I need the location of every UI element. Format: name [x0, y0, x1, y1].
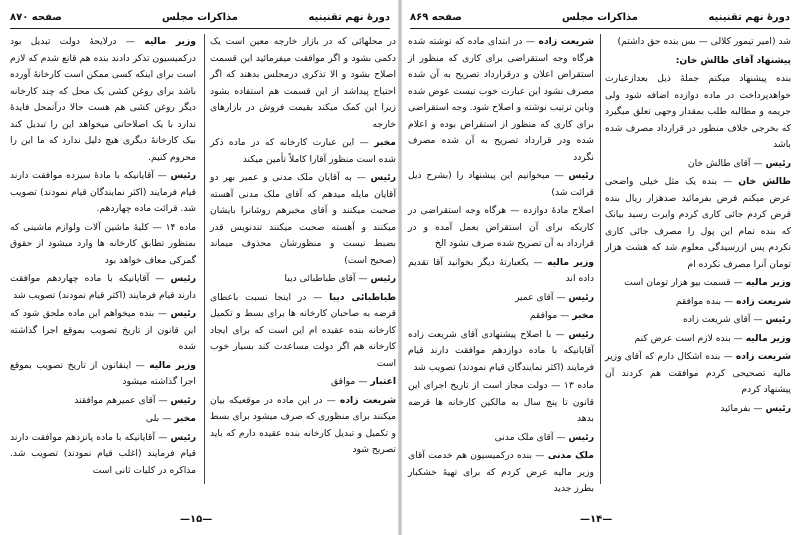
- speaker-name: وزیر مالیه: [149, 359, 196, 371]
- speaker-name: رئیس: [170, 394, 196, 406]
- paragraph-text: — بنده یک مثل خیلی واضحی عرض میکنم فرض بفرمائید صدهزار ریال بنده قرض کردم جائی کاری کردم وایرت رسید بیانک که بنده تمام این پول را مصرف جائی کاری نکردم پس ازرسیدگی معلوم شد که هشت هزار تومان آنرا مصرف نکرده ام: [605, 176, 791, 270]
- speaker-name: شریعت زاده: [735, 351, 792, 362]
- speaker-name: شریعت زاده: [538, 36, 595, 47]
- paragraph-text: — بفرمائید: [720, 402, 763, 414]
- paragraph-text: — موافق: [331, 376, 368, 387]
- speaker-name: اعتبار: [370, 376, 396, 387]
- paragraph: [605, 156, 791, 173]
- speaker-name: وزیر مالیه: [144, 36, 196, 47]
- page-footer-number: —۱۵—: [180, 514, 213, 525]
- paragraph: [605, 71, 791, 154]
- paragraph: [408, 327, 594, 377]
- speaker-name: رئیس: [170, 308, 196, 319]
- speaker-name: مخبر: [572, 310, 594, 321]
- paragraph-text: — یکعبارتهٔ دیگر بخوانید آقا تقدیم داده اند: [408, 256, 594, 284]
- speaker-name: رئیس: [568, 328, 594, 340]
- paragraph-text: — با اصلاح پیشنهادی آقای شریعت زاده آقایانیکه با ماده دوازدهم موافقت دارند قیام فرمایند (اکثر نمایندگان قیام نمودند) تصویب شد: [408, 328, 594, 373]
- paragraph: [605, 174, 791, 273]
- paragraph-text: — آقای شریعت زاده: [683, 314, 763, 325]
- paragraph-text: — میخوانیم این پیشنهاد را (بشرح ذیل قرائت شد): [408, 170, 594, 198]
- paragraph: [210, 34, 396, 133]
- paragraph-text: — بنده اشکال دارم که آقای وزیر مالیه تصحیحی کردم موافقت هم کردند آن پیشنهاد کردم: [605, 351, 791, 395]
- right-page: [400, 0, 800, 535]
- page-footer-number: —۱۴—: [580, 514, 613, 525]
- paragraph: [210, 374, 396, 391]
- paragraph-text: — این عبارت کارخانه که در ماده ذکر شده است منظور آقارا کاملاً تأمین میکند: [210, 137, 396, 165]
- paragraph: [408, 168, 594, 201]
- page-header: [10, 12, 390, 29]
- paragraph: [408, 448, 594, 498]
- speaker-name: رئیس: [370, 172, 396, 183]
- speaker-name: مخبر: [374, 137, 396, 148]
- paragraph-text: ماده ۱۴ — کلیهٔ ماشین آلات ولوازم ماشینی که بمنظور تطابق کارخانه ها وارد میشود از حقوق گمرکی معاف خواهد بود: [10, 221, 196, 266]
- paragraph-text: شد (امیر تیمور کلالی — بس بنده حق داشتم): [617, 36, 791, 47]
- paragraph: [210, 393, 396, 459]
- paragraph: [605, 331, 791, 348]
- speaker-name: رئیس: [170, 170, 197, 181]
- paragraph: [408, 34, 594, 166]
- speaker-name: شریعت زاده: [736, 295, 791, 307]
- paragraph-text: — اینقانون از تاریخ تصویب بموقع اجرا گذاشته میشود: [10, 359, 196, 387]
- paragraph: [605, 294, 791, 311]
- text-column: [408, 34, 595, 494]
- paragraph: [408, 378, 594, 428]
- speaker-name: رئیس: [765, 314, 791, 325]
- paragraph-text: بنده پیشنهاد میکنم جملهٔ ذیل بعدازعبارت خواهدپرداخت در ماده دوازده اضافه شود ولی جریمه و مطالبه طلب بمقدار وجهی تعلق میگیرد که بخرجی خلاف منظور در قرارداد مصرف شده باشد: [605, 73, 791, 150]
- paragraph: [210, 170, 396, 269]
- paragraph-text: — آقای عمیرهم موافقند: [74, 394, 168, 406]
- paragraph: [605, 349, 791, 399]
- page-number-label: صفحه ۸۶۹: [410, 12, 462, 23]
- column-divider: [600, 34, 601, 484]
- paragraph-text: — آقای طالش خان: [687, 157, 763, 169]
- paragraph: [10, 220, 196, 270]
- period-label: دورهٔ نهم تقنینیه: [308, 12, 390, 23]
- speaker-name: ملک مدنی: [547, 450, 594, 461]
- paragraph: [408, 255, 594, 288]
- paragraph-text: — آقایانیکه با ماده پانزدهم موافقت دارند قیام فرمایند (اغلب قیام نمودند) تصویب شد. مذاکره در کلیات ثانی است: [10, 431, 196, 476]
- paragraph-text: — قسمت بیو هزار تومان است: [624, 277, 743, 288]
- paragraph: [10, 430, 196, 480]
- page-number-label: صفحه ۸۷۰: [10, 12, 62, 23]
- paragraph: [408, 203, 594, 253]
- header-title: مذاکرات مجلس: [561, 12, 639, 23]
- paragraph: [408, 308, 594, 325]
- speaker-name: وزیر مالیه: [745, 332, 791, 344]
- column-divider: [204, 34, 205, 484]
- paragraph-text: — آقایانیکه با ماده چهاردهم موافقت دارند قیام فرمایند (اکثر قیام نمودند) تصویب شد: [10, 273, 196, 301]
- paragraph: [408, 430, 594, 447]
- paragraph-text: — آقای ملک مدنی: [494, 431, 566, 443]
- paragraph: [210, 290, 396, 373]
- speaker-name: پیشنهاد آقای طالش خان:: [675, 54, 791, 66]
- paragraph-text: — در اینجا نسبت باعطای قرضه به صاحبان کارخانه ها برای بسط و تکمیل کارخانه بنده عقیده ام این است که برای ایجاد کارخانه هم اگر دولت مساعدت کند بسیار خوب است: [210, 291, 396, 369]
- speaker-name: طباطبائی دیبا: [329, 291, 396, 303]
- speaker-name: رئیس: [765, 402, 791, 414]
- paragraph-text: — درلایحهٔ دولت تبدیل بود درکمیسیون تذکر دادند بنده هم قانع شدم که لازم است برای اینکه کسی ممکن است کارخانهٔ آورده باشد برای روغن کشی یک محل که چند کارخانه دیگر روغن کشی هم هست حالا درآنمحل فایدهٔ ندارد با یک اصلاحاتی میخواهد این را تبدیل کند بیک کارخانهٔ دیگری هیچ دلیل ندارد که ما این را محروم کنیم.: [10, 36, 196, 163]
- period-label: دورهٔ نهم تقنینیه: [708, 12, 790, 23]
- paragraph: [10, 306, 196, 356]
- paragraph: [10, 358, 196, 391]
- speaker-name: رئیس: [170, 273, 197, 284]
- speaker-name: رئیس: [170, 431, 196, 443]
- paragraph-text: — بنده موافقم: [675, 295, 734, 307]
- paragraph: [605, 312, 791, 329]
- text-column: [10, 34, 196, 479]
- speaker-name: رئیس: [568, 170, 595, 181]
- paragraph: [605, 34, 791, 51]
- paragraph-text: — به آقایان ملک مدنی و عمیر بهر دو آقایان مایله میدهم که آقای ملک مدنی آهسته صحبت میکنند و آقای مخبرهم روشانرا بایشان میکنند و آهسته صحبت میکنند تندنویس قدر بضبط نیست و منظورشان محذوف میماند (صحیح است): [210, 172, 396, 266]
- paragraph-text: — آقای طباطبائی دیبا: [284, 273, 368, 284]
- paragraph: [605, 401, 791, 418]
- speaker-name: رئیس: [568, 431, 594, 443]
- paragraph-text: اصلاح مادهٔ دوازده — هرگاه وجه استقراضی در کاریکه برای آن استقراض بعمل آمده و در قرارداد به آن تصریح شده صرف نشود الخ: [408, 205, 594, 249]
- paragraph-text: ماده ۱۳ — دولت مجاز است از تاریخ اجرای این قانون تا پنج سال به مالکین کارخانه ها قرضه بدهد: [408, 380, 594, 424]
- header-title: مذاکرات مجلس: [161, 12, 239, 23]
- speaker-name: وزیر مالیه: [547, 256, 594, 268]
- paragraph-text: — بنده میخواهم این ماده ملحق شود که این قانون از تاریخ تصویب بموقع اجرا گذاشته شده: [10, 308, 196, 352]
- paragraph: [10, 168, 196, 218]
- paragraph: [10, 393, 196, 410]
- paragraph-text: — آقای عمیر: [514, 291, 566, 303]
- paragraph-text: — در این ماده در موقعیکه بیان میکنند برای منظوری که صرف میشود برای بسط و تکمیل و تبدیل کارخانه بنده عقیده دارم که باید تصریح شود: [210, 394, 396, 455]
- paragraph: [210, 271, 396, 288]
- paragraph: [210, 135, 396, 168]
- paragraph-text: — بنده لازم است عرض کنم: [634, 332, 743, 344]
- paragraph-text: — آقایانیکه با مادهٔ سیزده موافقت دارند قیام فرمایند (اکثر نمایندگان قیام نمودند) تصویب شد. قرائت ماده چهاردهم.: [10, 170, 196, 214]
- text-column: [210, 34, 396, 479]
- paragraph: [408, 290, 594, 307]
- speaker-name: وزیر مالیه: [745, 277, 791, 288]
- paragraph: [605, 53, 791, 70]
- speaker-name: رئیس: [568, 291, 594, 303]
- paragraph-text: — بلی: [145, 413, 172, 424]
- speaker-name: شریعت زاده: [339, 394, 397, 406]
- speaker-name: رئیس: [765, 157, 791, 169]
- page-header: [410, 12, 790, 29]
- paragraph-text: — بنده درکمیسیون هم خدمت آقای وزیر مالیه عرض کردم که برای تهیهٔ خشکبار بطرز جدید: [408, 450, 594, 494]
- paragraph-text: — موافقم: [529, 310, 570, 321]
- paragraph: [10, 34, 196, 166]
- speaker-name: طالش خان: [738, 176, 792, 187]
- paragraph-text: در محلهائی که در بازار خارجه معین است یک دکمی بشود و اگر موافقت میفرمائید این قسمت اصلاح بشود و الا تذکری درمجلس بدهند که اگر احتیاج پیداشد از این قسمت هم استفاده بشود زیرا این کمک میکند بقیمت فروش در بازارهای خارجه: [210, 36, 396, 130]
- paragraph: [605, 275, 791, 292]
- text-column: [605, 34, 791, 479]
- speaker-name: رئیس: [370, 273, 396, 284]
- paragraph-text: — در ابتدای ماده که نوشته شده هرگاه وجه استقراضی برای کاری که منظور از استقراض اعلان و درقرارداد تصریح به آن شده مصرف نشود این عبارت خوب نیست عوض شده وباین ترتیب نوشته و اصلاح شود. وجه استقراضی برای کاری که منظور از استقراض بوده و اعلام شده ودر قرارداد تصریح به آن شده مصرف نگردد: [408, 36, 594, 163]
- paragraph: [10, 411, 196, 428]
- speaker-name: مخبر: [174, 413, 196, 424]
- paragraph: [10, 271, 196, 304]
